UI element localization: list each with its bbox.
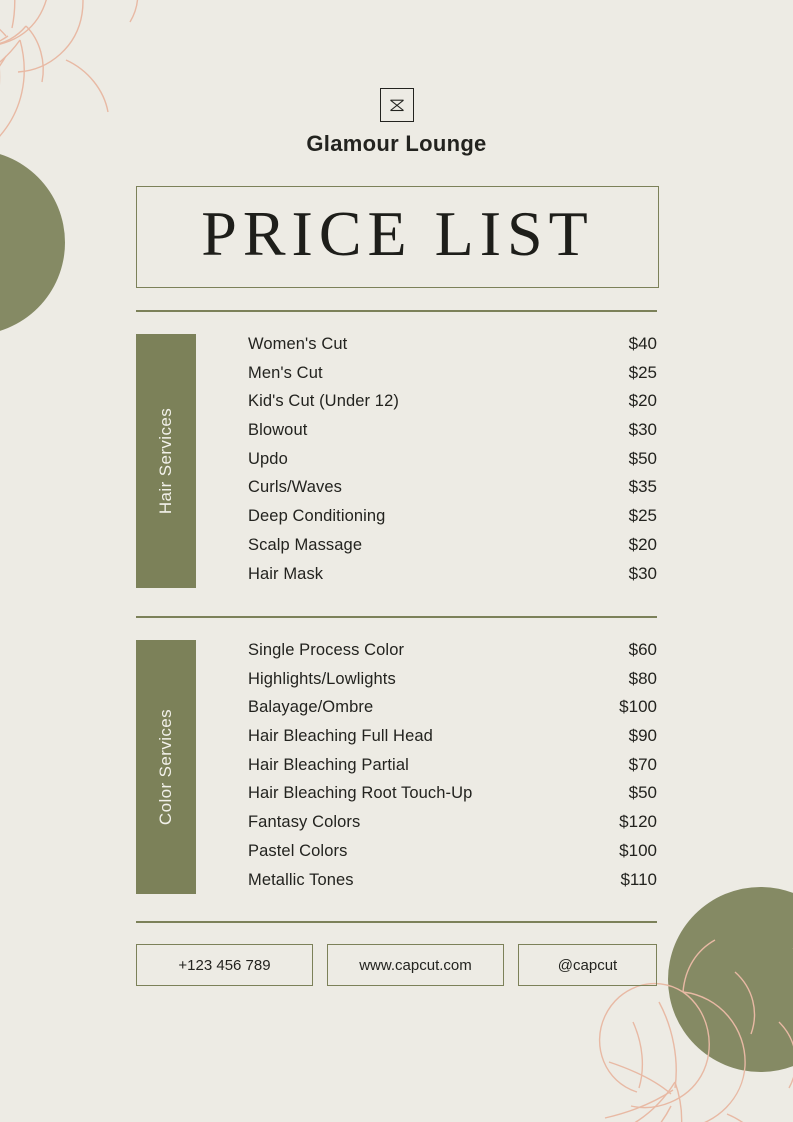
item-name: Fantasy Colors xyxy=(248,813,361,832)
item-price: $70 xyxy=(628,754,657,774)
list-item xyxy=(248,564,657,593)
item-name: Men's Cut xyxy=(248,363,323,382)
item-name: Hair Bleaching Root Touch-Up xyxy=(248,784,473,803)
item-name: Balayage/Ombre xyxy=(248,698,374,717)
list-item xyxy=(248,697,657,726)
list-item xyxy=(248,669,657,698)
page-title: PRICE LIST xyxy=(201,198,594,269)
item-price: $20 xyxy=(628,534,657,554)
item-price: $25 xyxy=(628,506,657,526)
brand-name: Glamour Lounge xyxy=(306,131,487,156)
section-color-services xyxy=(136,640,657,898)
category-tab-color-services xyxy=(136,640,196,894)
section-hair-services xyxy=(136,334,657,592)
item-price: $110 xyxy=(620,869,657,889)
scissors-logo-icon xyxy=(389,99,405,112)
item-name: Metallic Tones xyxy=(248,870,354,889)
item-price: $90 xyxy=(628,726,657,746)
item-price: $30 xyxy=(628,563,657,583)
list-item xyxy=(248,477,657,506)
category-tab-hair-services xyxy=(136,334,196,588)
list-item xyxy=(248,334,657,363)
item-name: Hair Bleaching Partial xyxy=(248,755,409,774)
footer-contact-bar xyxy=(136,944,657,986)
item-price: $100 xyxy=(619,697,657,717)
list-item xyxy=(248,449,657,478)
category-label: Hair Services xyxy=(156,407,175,515)
list-item xyxy=(248,726,657,755)
item-price: $120 xyxy=(619,812,657,832)
item-name: Kid's Cut (Under 12) xyxy=(248,392,399,411)
contact-social[interactable]: @capcut xyxy=(518,944,657,986)
item-name: Blowout xyxy=(248,421,308,440)
list-item xyxy=(248,841,657,870)
contact-phone[interactable]: +123 456 789 xyxy=(136,944,313,986)
list-item xyxy=(248,506,657,535)
item-name: Hair Bleaching Full Head xyxy=(248,727,433,746)
item-price: $100 xyxy=(619,840,657,860)
list-item xyxy=(248,640,657,669)
item-name: Single Process Color xyxy=(248,641,405,659)
divider-middle xyxy=(136,616,657,618)
list-item xyxy=(248,783,657,812)
item-price: $50 xyxy=(628,783,657,803)
contact-website[interactable]: www.capcut.com xyxy=(327,944,504,986)
item-price: $25 xyxy=(628,362,657,382)
item-list-hair xyxy=(248,334,657,592)
item-price: $60 xyxy=(628,640,657,659)
item-name: Women's Cut xyxy=(248,335,348,353)
list-item xyxy=(248,755,657,784)
item-price: $30 xyxy=(628,420,657,440)
item-price: $35 xyxy=(628,477,657,497)
list-item xyxy=(248,535,657,564)
item-price: $40 xyxy=(628,334,657,353)
item-list-color xyxy=(248,640,657,898)
list-item xyxy=(248,870,657,899)
list-item xyxy=(248,812,657,841)
item-name: Pastel Colors xyxy=(248,841,348,860)
item-price: $80 xyxy=(628,668,657,688)
item-price: $50 xyxy=(628,448,657,468)
category-label: Color Services xyxy=(156,708,175,826)
title-frame xyxy=(136,186,659,288)
item-name: Curls/Waves xyxy=(248,478,343,497)
item-name: Hair Mask xyxy=(248,564,324,583)
item-name: Scalp Massage xyxy=(248,535,363,554)
item-price: $20 xyxy=(628,391,657,411)
item-name: Deep Conditioning xyxy=(248,507,386,526)
item-name: Updo xyxy=(248,449,288,468)
list-item xyxy=(248,420,657,449)
logo-box xyxy=(380,88,414,122)
divider-top xyxy=(136,310,657,312)
decorative-circle-bottom-right xyxy=(668,887,793,1072)
list-item xyxy=(248,391,657,420)
divider-bottom xyxy=(136,921,657,923)
item-name: Highlights/Lowlights xyxy=(248,669,396,688)
decorative-circle-top-left xyxy=(0,150,65,335)
list-item xyxy=(248,363,657,392)
